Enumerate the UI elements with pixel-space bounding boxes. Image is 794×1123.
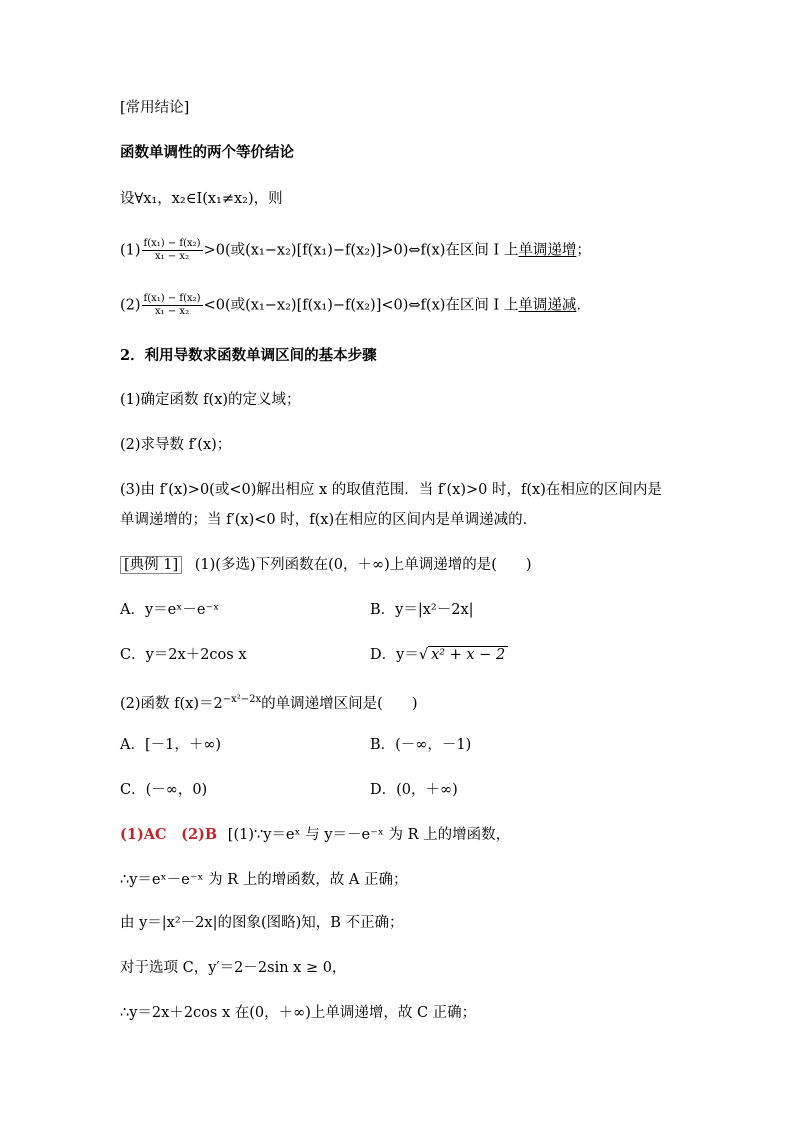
- eq1-emphasis: 单调递增: [518, 242, 577, 259]
- answer-key: (1)AC (2)B: [120, 826, 218, 843]
- q1-options-row-1: [120, 600, 754, 620]
- eq1-fraction: [142, 238, 203, 263]
- eq2-end: .: [576, 297, 581, 314]
- eq1-label: (1): [120, 242, 141, 259]
- solution-line-4: 对于选项 C，y′＝2－2sin x ≥ 0，: [120, 960, 347, 976]
- eq1-denominator: x₁ − x₂: [155, 251, 190, 262]
- eq1-text: >0(或(x₁−x₂)[f(x₁)−f(x₂)]>0)⇔f(x)在区间 I 上: [203, 242, 519, 259]
- step-3-line-1: (3)由 f′(x)>0(或<0)解出相应 x 的取值范围．当 f′(x)>0 时，f(x)在相应的区间内是: [120, 482, 662, 498]
- q2-options-row-1: [120, 735, 754, 755]
- step-2: (2)求导数 f′(x)；: [120, 437, 232, 453]
- example-question-1: [120, 555, 754, 575]
- q2-base: 2: [213, 695, 223, 712]
- q2-options-row-2: [120, 780, 754, 800]
- eq2-label: (2): [120, 297, 141, 314]
- q1-option-c: C．y＝2x＋2cos x: [120, 647, 247, 663]
- q2-option-a: A．[－1，＋∞): [120, 737, 222, 753]
- q2-suffix: 的单调递增区间是( ): [261, 695, 418, 712]
- question-1-text: (1)(多选)下列函数在(0，＋∞)上单调递增的是( ): [194, 557, 532, 573]
- solution-text-1: [(1)∵y＝eˣ 与 y＝－e⁻ˣ 为 R 上的增函数，: [227, 827, 511, 843]
- equivalence-title: 函数单调性的两个等价结论: [120, 144, 294, 161]
- eq1-end: ；: [576, 242, 591, 259]
- solution-line-5: ∴y＝2x＋2cos x 在(0，＋∞)上单调递增，故 C 正确；: [120, 1005, 477, 1021]
- q1-option-d: D．y＝√ x² + x − 2: [370, 645, 508, 665]
- q2-exponent: −x²−2x: [222, 694, 262, 705]
- example-question-2: [120, 690, 754, 714]
- q1-option-d-prefix: D．y＝: [370, 647, 419, 663]
- q1-options-row-2: [120, 645, 754, 665]
- q1-option-a: A．y＝eˣ－e⁻ˣ: [120, 602, 220, 618]
- eq2-text: <0(或(x₁−x₂)[f(x₁)−f(x₂)]<0)⇔f(x)在区间 I 上: [203, 297, 519, 314]
- eq2-emphasis: 单调递减: [518, 297, 577, 314]
- solution-line-3: 由 y＝|x²－2x|的图象(图略)知，B 不正确；: [120, 915, 404, 931]
- eq1-numerator: f(x₁) − f(x₂): [143, 238, 201, 249]
- q2-option-c: C．(－∞，0): [120, 782, 208, 798]
- eq2-fraction: [142, 293, 203, 318]
- equivalence-1: [120, 238, 754, 263]
- eq2-numerator: f(x₁) − f(x₂): [143, 293, 201, 304]
- example-badge: [典例 1]: [120, 556, 182, 574]
- q1-option-b: B．y＝|x²－2x|: [370, 602, 474, 618]
- solution-line-1: [120, 825, 754, 845]
- q1-option-d-radicand: x² + x − 2: [428, 646, 508, 663]
- heading-common-conclusions: [常用结论]: [120, 100, 190, 116]
- setup-statement: 设∀x₁，x₂∈I(x₁≠x₂)，则: [120, 191, 283, 207]
- equivalence-2: [120, 293, 754, 318]
- step-1: (1)确定函数 f(x)的定义域；: [120, 392, 301, 408]
- step-3-line-2: 单调递增的；当 f′(x)<0 时，f(x)在相应的区间内是单调递减的．: [120, 512, 538, 528]
- q2-option-d: D．(0，＋∞): [370, 782, 458, 798]
- solution-line-2: ∴y＝eˣ－e⁻ˣ 为 R 上的增函数，故 A 正确；: [120, 872, 408, 888]
- eq2-denominator: x₁ − x₂: [155, 306, 190, 317]
- q2-option-b: B．(－∞，－1): [370, 737, 472, 753]
- q2-prefix: (2)函数 f(x)＝: [120, 695, 214, 712]
- section-2-title: 2．利用导数求函数单调区间的基本步骤: [120, 347, 377, 364]
